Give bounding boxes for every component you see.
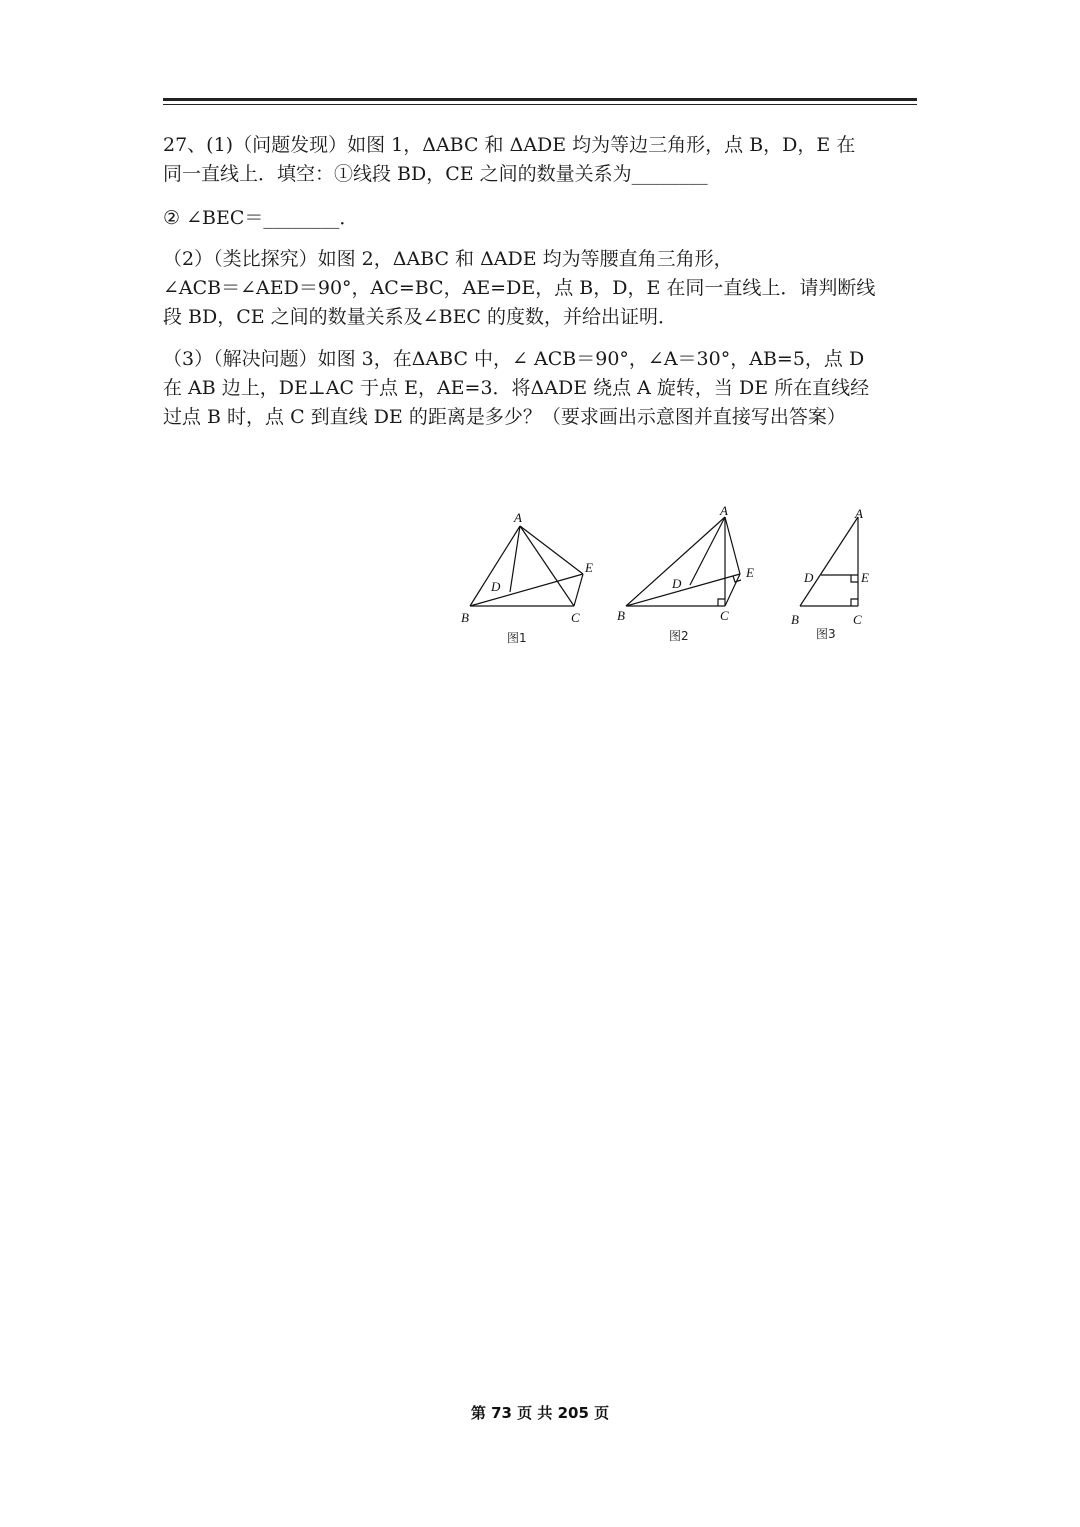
page-footer: 第 73 页 共 205 页 — [470, 1404, 610, 1422]
fig2-label-e: E — [746, 565, 754, 580]
problem-line-4: （2）（类比探究）如图 2，ΔABC 和 ΔADE 均为等腰直角三角形， — [163, 248, 733, 270]
figures — [450, 500, 890, 660]
figure-3-diagram — [800, 517, 858, 606]
problem-line-7: （3）（解决问题）如图 3，在ΔABC 中，∠ ACB＝90°，∠A＝30°，AB=5，点 D — [163, 348, 865, 370]
fig1-label-e: E — [585, 560, 593, 575]
problem-line-1: 27、(1)（问题发现）如图 1，ΔABC 和 ΔADE 均为等边三角形，点 B，D，E 在 — [163, 134, 856, 156]
fig2-label-d: D — [672, 576, 682, 591]
fig2-label-a: A — [720, 503, 728, 518]
problem-line-8: 在 AB 边上，DE⊥AC 于点 E，AE=3．将ΔADE 绕点 A 旋转，当 DE 所在直线经 — [163, 377, 870, 399]
figures-svg — [450, 500, 890, 660]
problem-line-9: 过点 B 时，点 C 到直线 DE 的距离是多少？（要求画出示意图并直接写出答案） — [163, 406, 846, 428]
fig2-caption: 图2 — [669, 629, 689, 643]
fig3-label-a: A — [855, 506, 863, 521]
figure-2-diagram — [626, 517, 741, 606]
fig1-label-c: C — [571, 610, 580, 625]
fig3-label-e: E — [861, 570, 869, 585]
fig1-caption: 图1 — [507, 631, 527, 645]
fig2-label-c: C — [720, 608, 729, 623]
fig1-label-b: B — [461, 610, 469, 625]
fig2-label-b: B — [617, 608, 625, 623]
fig1-label-d: D — [491, 579, 501, 594]
fig3-label-c: C — [853, 612, 862, 627]
header-rule-thin — [163, 104, 917, 105]
header-rule-thick — [163, 98, 917, 101]
fig1-label-a: A — [514, 510, 522, 525]
problem-line-2: 同一直线上．填空：①线段 BD，CE 之间的数量关系为________ — [163, 163, 708, 185]
problem-line-3: ② ∠BEC＝________． — [163, 207, 359, 229]
problem-line-6: 段 BD，CE 之间的数量关系及∠BEC 的度数，并给出证明． — [163, 306, 678, 328]
fig3-label-b: B — [791, 612, 799, 627]
fig3-caption: 图3 — [816, 627, 836, 641]
problem-line-5: ∠ACB＝∠AED＝90°，AC=BC，AE=DE，点 B，D，E 在同一直线上．请判断线 — [163, 277, 876, 299]
figure-1-diagram — [470, 526, 583, 606]
fig3-label-d: D — [804, 570, 814, 585]
